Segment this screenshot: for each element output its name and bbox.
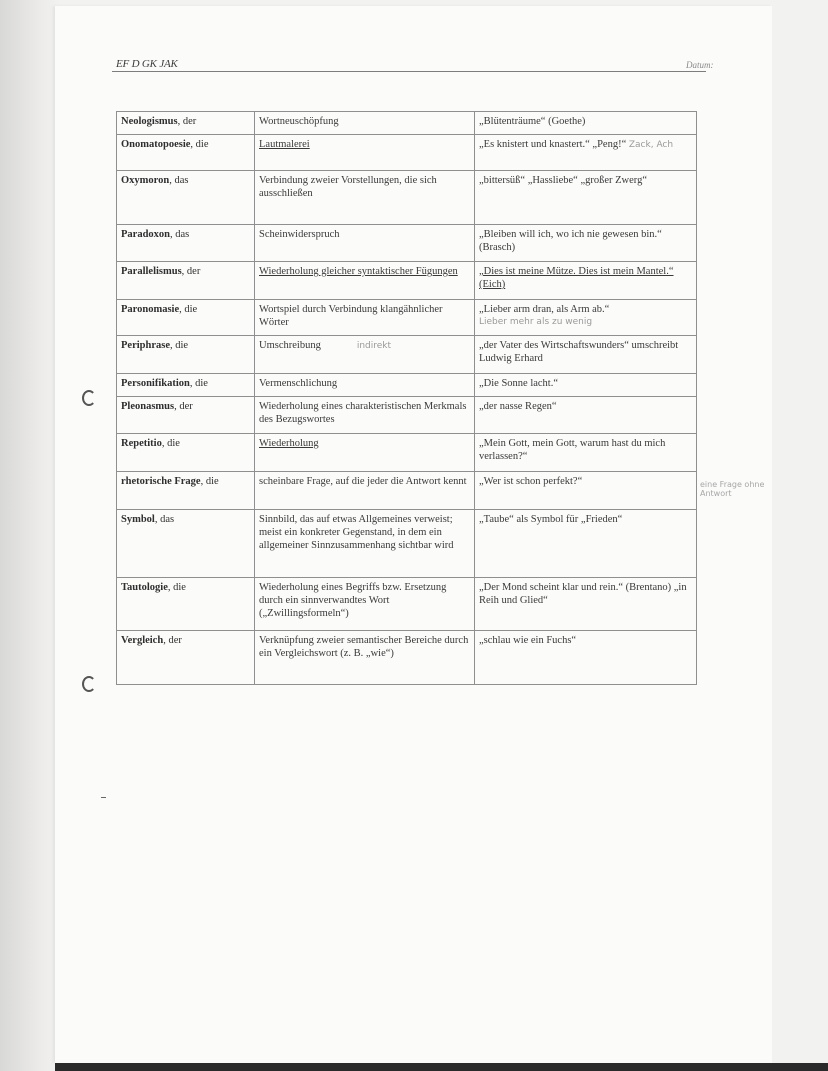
punch-hole-icon [82, 390, 96, 406]
table-row [117, 225, 697, 262]
definition-cell: Wiederholung eines Begriffs bzw. Ersetzung durch ein sinnverwandtes Wort („Zwillingsformeln“) [255, 578, 475, 631]
table-row [117, 397, 697, 434]
definition-cell: Vermenschlichung [255, 374, 475, 397]
example-cell: „Wer ist schon perfekt?“ [475, 472, 697, 510]
table-row [117, 631, 697, 685]
example-cell: „Lieber arm dran, als Arm ab.“ Lieber mehr als zu wenig [475, 300, 697, 336]
punch-hole-icon [82, 676, 96, 692]
definition-cell: Sinnbild, das auf etwas Allgemeines verweist; meist ein konkreter Gegenstand, in dem ein allgemeiner Sinnzusammenhang sichtbar wird [255, 510, 475, 578]
definition-cell: Lautmalerei [255, 135, 475, 171]
definition-cell: Wiederholung [255, 434, 475, 472]
term-cell: Repetitio, die [117, 434, 255, 472]
definition-cell: Verbindung zweier Vorstellungen, die sich ausschließen [255, 171, 475, 225]
table-edge-shadow [55, 1063, 828, 1071]
table-row [117, 171, 697, 225]
example-cell: „Mein Gott, mein Gott, warum hast du mich verlassen?“ [475, 434, 697, 472]
table-row [117, 336, 697, 374]
handwritten-note: Zack, Ach [628, 140, 674, 150]
term-cell: Oxymoron, das [117, 171, 255, 225]
example-cell: „Der Mond scheint klar und rein.“ (Brentano) „in Reih und Glied“ [475, 578, 697, 631]
example-cell: „Dies ist meine Mütze. Dies ist mein Mantel.“ (Eich) [475, 262, 697, 300]
example-cell: „Bleiben will ich, wo ich nie gewesen bin.“ (Brasch) [475, 225, 697, 262]
table-row [117, 300, 697, 336]
example-cell: „der Vater des Wirtschaftswunders“ umschreibt Ludwig Erhard [475, 336, 697, 374]
term-cell: Symbol, das [117, 510, 255, 578]
example-cell: „Die Sonne lacht.“ [475, 374, 697, 397]
term-cell: Personifikation, die [117, 374, 255, 397]
table-row [117, 434, 697, 472]
term-cell: Neologismus, der [117, 112, 255, 135]
term-cell: Tautologie, die [117, 578, 255, 631]
definition-cell: Wiederholung gleicher syntaktischer Fügungen [255, 262, 475, 300]
term-cell: Periphrase, die [117, 336, 255, 374]
definition-cell: Verknüpfung zweier semantischer Bereiche durch ein Vergleichswort (z. B. „wie“) [255, 631, 475, 685]
rhetorical-devices-table [116, 111, 697, 685]
example-cell: „schlau wie ein Fuchs“ [475, 631, 697, 685]
definition-cell: Scheinwiderspruch [255, 225, 475, 262]
header-divider [112, 71, 706, 72]
term-cell: Paronomasie, die [117, 300, 255, 336]
date-label: Datum: [686, 60, 714, 70]
handwritten-note: indirekt [356, 341, 392, 351]
term-cell: Paradoxon, das [117, 225, 255, 262]
definition-cell: scheinbare Frage, auf die jeder die Antwort kennt [255, 472, 475, 510]
definition-cell: Wortneuschöpfung [255, 112, 475, 135]
term-cell: Vergleich, der [117, 631, 255, 685]
definition-cell: Wiederholung eines charakteristischen Merkmals des Bezugswortes [255, 397, 475, 434]
table-row [117, 374, 697, 397]
table-row [117, 472, 697, 510]
table-row [117, 135, 697, 171]
definition-cell: Wortspiel durch Verbindung klangähnlicher Wörter [255, 300, 475, 336]
table-row [117, 510, 697, 578]
term-cell: Onomatopoesie, die [117, 135, 255, 171]
pen-mark [101, 797, 106, 798]
course-label: EF D GK JAK [116, 58, 178, 70]
table-row [117, 262, 697, 300]
definition-cell: Umschreibung indirekt [255, 336, 475, 374]
example-cell: „Taube“ als Symbol für „Frieden“ [475, 510, 697, 578]
table-row [117, 112, 697, 135]
example-cell: „Blütenträume“ (Goethe) [475, 112, 697, 135]
table-row [117, 578, 697, 631]
term-cell: Parallelismus, der [117, 262, 255, 300]
handwritten-margin-note: eine Frage ohne Antwort [700, 480, 765, 498]
term-cell: rhetorische Frage, die [117, 472, 255, 510]
term-cell: Pleonasmus, der [117, 397, 255, 434]
example-cell: „bittersüß“ „Hassliebe“ „großer Zwerg“ [475, 171, 697, 225]
example-cell: „der nasse Regen“ [475, 397, 697, 434]
handwritten-note: Lieber mehr als zu wenig [479, 317, 593, 327]
example-cell: „Es knistert und knastert.“ „Peng!“ Zack, Ach [475, 135, 697, 171]
